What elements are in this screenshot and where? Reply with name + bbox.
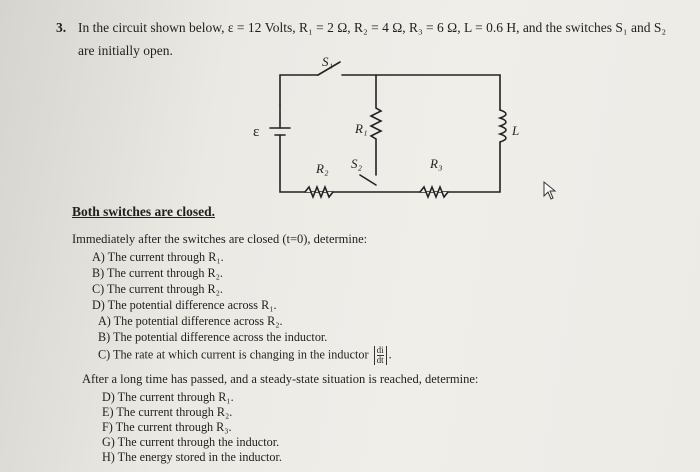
list-item: B) The current through R₂. xyxy=(92,266,223,280)
resistor-r1 xyxy=(371,75,381,175)
problem-number: 3. xyxy=(56,20,67,35)
list-item: H) The energy stored in the inductor. xyxy=(102,450,282,464)
list-item: E) The current through R₂. xyxy=(102,405,233,419)
label-s1: S₁ xyxy=(322,54,334,69)
list-item: A) The potential difference across R₂. xyxy=(98,314,283,328)
steady-state-intro: After a long time has passed, and a steady-state situation is reached, determine: xyxy=(82,372,479,386)
didt-fraction: $\frac{di}{dt}$ xyxy=(374,346,387,365)
circuit-diagram xyxy=(0,0,700,210)
label-r3: R₃ xyxy=(430,156,443,171)
section-heading: Both switches are closed. xyxy=(72,204,215,219)
label-l: L xyxy=(512,123,520,138)
list-item: C) The current through R₂. xyxy=(92,282,223,296)
inductor-coil xyxy=(500,110,506,142)
label-r1: R₁ xyxy=(355,121,368,136)
list-item: G) The current through the inductor. xyxy=(102,435,280,449)
resistor-r3 xyxy=(420,187,448,197)
problem-statement-line2: are initially open. xyxy=(78,43,173,58)
resistor-r2 xyxy=(305,187,333,197)
label-r2: R₂ xyxy=(316,161,329,176)
list-item: B) The potential difference across the inductor. xyxy=(98,330,328,344)
list-item: D) The current through R₁. xyxy=(102,390,234,404)
list-item: A) The current through R₁. xyxy=(92,250,224,264)
label-emf: ε xyxy=(253,124,260,140)
label-s2: S₂ xyxy=(351,156,363,171)
problem-statement-line1: In the circuit shown below, ε = 12 Volts, R₁ = 2 Ω, R₂ = 4 Ω, R₃ = 6 Ω, L = 0.6 H, and the switches S₁ and S₂ xyxy=(78,20,667,35)
list-item: C) The rate at which current is changing in the inductor $\frac{di}{dt}$ . xyxy=(98,345,392,365)
wire-bottom xyxy=(280,135,500,192)
switch-s2 xyxy=(360,175,376,185)
initial-intro: Immediately after the switches are closed (t=0), determine: xyxy=(72,232,368,246)
cursor-arrow-icon xyxy=(544,182,555,199)
list-item: F) The current through R₃. xyxy=(102,420,232,434)
list-item: D) The potential difference across R₁. xyxy=(92,298,277,312)
wire-top-right xyxy=(342,75,500,110)
wire-top-left xyxy=(280,75,318,105)
